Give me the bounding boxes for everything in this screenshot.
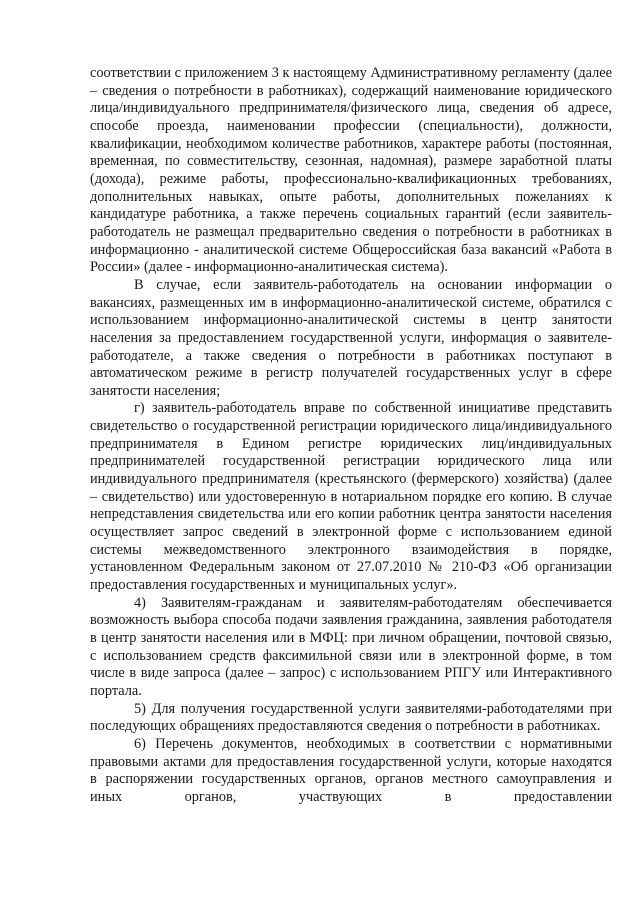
document-page [90, 65, 612, 807]
paragraph-2: В случае, если заявитель-работодатель на основании информации о вакансиях, размещенных им в информационно-аналитической системе, обратился с использованием информационно-аналитической системы в центр занятости населения за предоставлением государственной услуги, информация о заявителе-работодателе, а также сведения о потребности в работниках поступают в автоматическом режиме в регистр получателей государственных услуг в сфере занятости населения; [90, 276, 612, 399]
paragraph-1: соответствии с приложением 3 к настоящему Административному регламенту (далее – сведения о потребности в работниках), содержащий наименование юридического лица/индивидуального предпринимателя/физического лица, сведения об адресе, способе проезда, наименовании профессии (специальности), должности, квалификации, необходимом количестве работников, характере работы (постоянная, временная, по совместительству, сезонная, надомная), размере заработной платы (дохода), режиме работы, профессионально-квалификационных требованиях, дополнительных навыках, опыте работы, дополнительных пожеланиях к кандидатуре работника, а также перечень социальных гарантий (если заявитель-работодатель не размещал предварительно сведения о потребности в работниках в информационно - аналитической системе Общероссийская база вакансий «Работа в России» (далее - информационно-аналитическая система). [90, 65, 612, 276]
paragraph-4: 4) Заявителям-гражданам и заявителям-работодателям обеспечивается возможность выбора способа подачи заявления гражданина, заявления работодателя в центр занятости населения или в МФЦ: при личном обращении, почтовой связью, с использованием средств факсимильной связи или в электронной форме, в том числе в виде запроса (далее – запрос) с использованием РПГУ или Интерактивного портала. [90, 594, 612, 699]
paragraph-3: г) заявитель-работодатель вправе по собственной инициативе представить свидетельство о государственной регистрации юридического лица/индивидуального предпринимателя в Едином регистре юридических лиц/индивидуальных предпринимателей государственной регистрации юридического лица или индивидуального предпринимателя (крестьянского (фермерского) хозяйства) (далее – свидетельство) или удостоверенную в нотариальном порядке его копию. В случае непредставления свидетельства или его копии работник центра занятости населения осуществляет запрос сведений в электронной форме с использованием единой системы межведомственного электронного взаимодействия в порядке, установленном Федеральным законом от 27.07.2010 № 210-ФЗ «Об организации предоставления государственных и муниципальных услуг». [90, 400, 612, 594]
paragraph-6: 6) Перечень документов, необходимых в соответствии с нормативными правовыми актами для предоставления государственной услуги, которые находятся в распоряжении государственных органов, органов местного самоуправления и иных органов, участвующих в предоставлении [90, 735, 612, 805]
paragraph-5: 5) Для получения государственной услуги заявителями-работодателями при последующих обращениях предоставляются сведения о потребности в работниках. [90, 700, 612, 735]
